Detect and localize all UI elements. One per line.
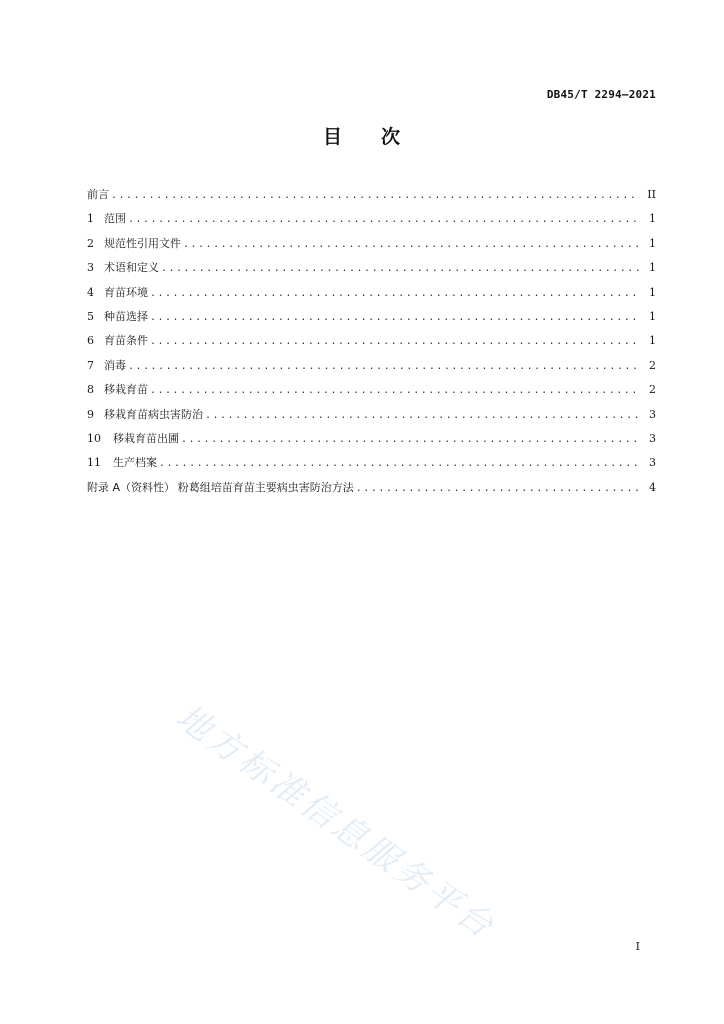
toc-entry-label: 育苗条件 (104, 334, 148, 348)
toc-entry-page: 1 (649, 334, 656, 348)
toc-dot-leader (159, 454, 640, 474)
toc-entry-page: 3 (649, 431, 656, 445)
toc-dot-leader (205, 406, 640, 426)
toc-entry-page: 1 (649, 285, 656, 299)
toc-entry-foreword[interactable] (87, 185, 656, 209)
toc-entry-1[interactable] (87, 209, 656, 233)
toc-entry-number: 4 (87, 285, 94, 299)
toc-entry-10[interactable] (87, 429, 656, 453)
toc-entry-label: 术语和定义 (104, 261, 159, 275)
toc-dot-leader (111, 186, 640, 206)
toc-entry-label: 规范性引用文件 (104, 236, 181, 250)
toc-entry-5[interactable] (87, 307, 656, 331)
toc-entry-label: 移栽育苗病虫害防治 (104, 407, 203, 421)
toc-entry-page: 1 (649, 309, 656, 323)
toc-entry-label: 育苗环境 (104, 285, 148, 299)
toc-entry-label: 移栽育苗出圃 (113, 431, 179, 445)
toc-entry-number: 10 (87, 431, 101, 445)
appendix-label: 粉葛组培苗育苗主要病虫害防治方法 (177, 480, 354, 494)
toc-entry-7[interactable] (87, 356, 656, 380)
toc-entry-page: 3 (649, 456, 656, 470)
toc-entry-number: 8 (87, 383, 94, 397)
toc-entry-11[interactable] (87, 453, 656, 477)
toc-entry-9[interactable] (87, 405, 656, 429)
toc-dot-leader (128, 210, 640, 230)
toc-entry-4[interactable] (87, 283, 656, 307)
toc-entry-number: 3 (87, 261, 94, 275)
toc-entry-label: 种苗选择 (104, 309, 148, 323)
toc-title-part1: 目 (322, 126, 343, 148)
toc-entry-number: 9 (87, 407, 94, 421)
toc-dot-leader (183, 235, 640, 255)
toc-entry-2[interactable] (87, 234, 656, 258)
toc-entry-8[interactable] (87, 380, 656, 404)
toc-entry-number: 6 (87, 334, 94, 348)
page-number: I (635, 940, 640, 953)
toc-dot-leader (356, 479, 640, 499)
standard-code: DB45/T 2294—2021 (546, 88, 656, 101)
toc-entry-label: 生产档案 (113, 456, 157, 470)
toc-entry-page: 2 (649, 383, 656, 397)
toc-entry-page: 1 (649, 236, 656, 250)
toc-entry-6[interactable] (87, 331, 656, 355)
toc-entry-page: 4 (649, 480, 656, 494)
appendix-prefix: 附录 A（资料性） (87, 480, 176, 494)
toc-entry-page: 1 (649, 212, 656, 226)
toc-entry-page: 3 (649, 407, 656, 421)
toc-entry-appendix-a[interactable] (87, 478, 656, 502)
toc-dot-leader (150, 381, 640, 401)
toc-entry-3[interactable] (87, 258, 656, 282)
watermark-text: 地方标准信息服务平台 (168, 696, 503, 948)
toc-entry-page: 1 (649, 261, 656, 275)
toc-entry-number: 2 (87, 236, 94, 250)
toc-entry-number: 1 (87, 212, 94, 226)
toc-entry-number: 11 (87, 456, 101, 470)
toc-dot-leader (128, 357, 640, 377)
toc-entry-label: 移栽育苗 (104, 383, 148, 397)
toc-entry-page: 2 (649, 358, 656, 372)
toc-list (87, 185, 656, 502)
toc-dot-leader (161, 259, 640, 279)
toc-dot-leader (181, 430, 640, 450)
toc-title (0, 122, 724, 149)
toc-dot-leader (150, 284, 640, 304)
toc-entry-number: 5 (87, 309, 94, 323)
toc-entry-label: 前言 (87, 188, 109, 201)
toc-entry-label: 消毒 (104, 358, 126, 372)
toc-entry-number: 7 (87, 358, 94, 372)
toc-title-part2: 次 (381, 126, 402, 148)
toc-dot-leader (150, 332, 640, 352)
toc-dot-leader (150, 308, 640, 328)
toc-entry-label: 范围 (104, 212, 126, 226)
toc-entry-page: II (647, 188, 656, 201)
